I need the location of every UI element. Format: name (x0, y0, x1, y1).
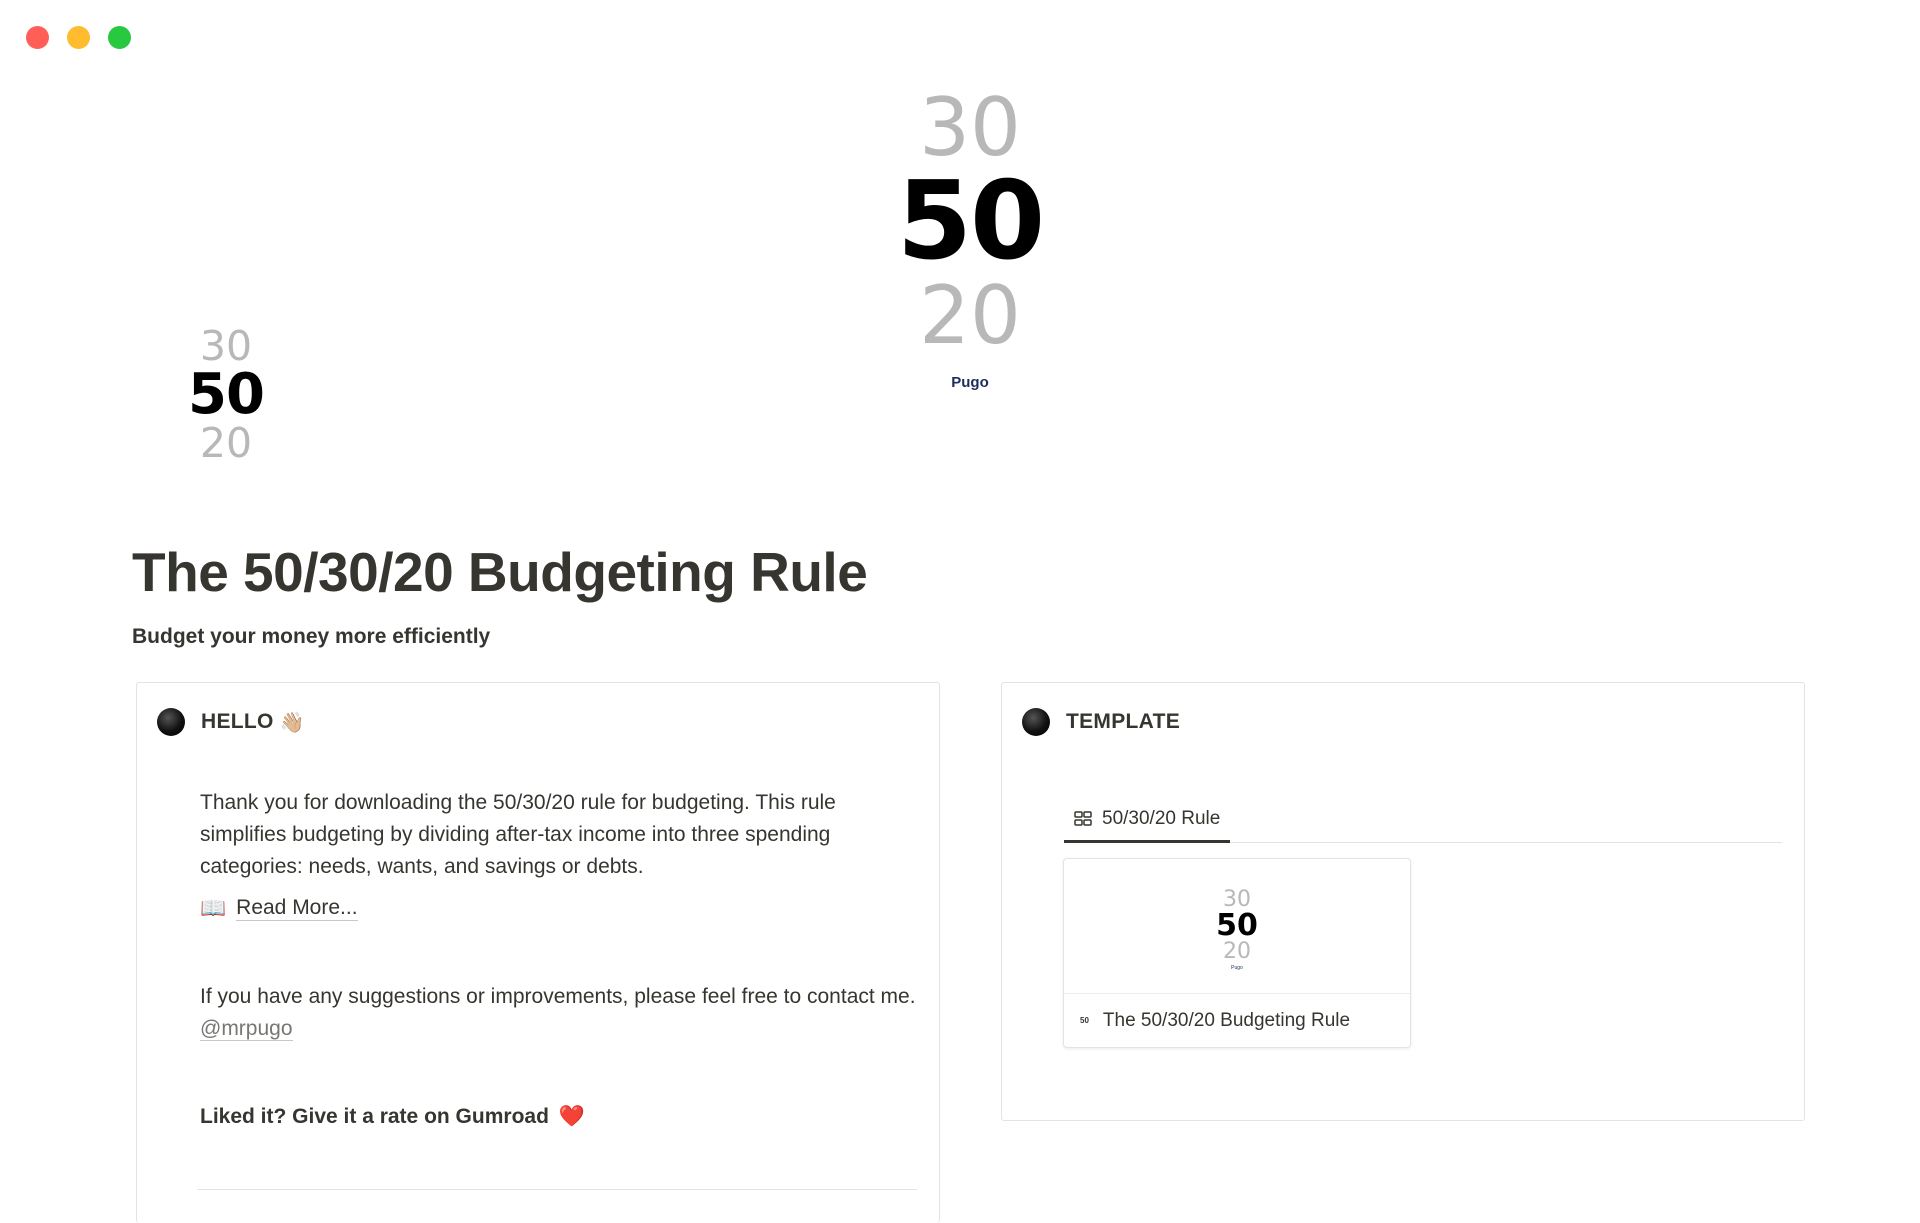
cover-number-30: 30 (919, 81, 1021, 174)
waving-hand-icon: 👋🏼 (279, 711, 305, 734)
gallery-card-footer (1064, 994, 1410, 1047)
template-callout (1001, 682, 1805, 1121)
gallery-card-preview (1064, 859, 1410, 994)
hello-title: HELLO (201, 710, 274, 733)
rate-paragraph (200, 1101, 920, 1133)
card-brand: Pugo (1231, 965, 1243, 971)
icon-number-20: 20 (199, 419, 253, 467)
icon-number-30: 30 (199, 322, 253, 370)
page-mini-icon: 50 (1080, 1016, 1089, 1025)
cover-number-50: 50 (896, 159, 1044, 284)
tab-50-30-20-rule[interactable] (1064, 797, 1230, 843)
divider (197, 1189, 917, 1190)
contact-paragraph (200, 981, 920, 1045)
cover-image (870, 81, 1070, 391)
close-window-button[interactable] (26, 26, 49, 49)
maximize-window-button[interactable] (108, 26, 131, 49)
black-circle-icon (1022, 708, 1050, 736)
tab-label: 50/30/20 Rule (1102, 807, 1221, 829)
icon-number-50: 50 (188, 362, 264, 427)
hello-callout (136, 682, 940, 1223)
page-icon[interactable] (186, 322, 266, 467)
page-subtitle: Budget your money more efficiently (132, 625, 491, 648)
contact-text: If you have any suggestions or improvements, please feel free to contact me. (200, 985, 916, 1008)
mention-link[interactable]: @mrpugo (200, 1017, 293, 1040)
book-icon: 📖 (200, 896, 227, 920)
card-number-50: 50 (1216, 908, 1258, 943)
template-title: TEMPLATE (1066, 710, 1181, 733)
gallery-card-title: The 50/30/20 Budgeting Rule (1102, 1009, 1351, 1031)
page-title[interactable]: The 50/30/20 Budgeting Rule (132, 541, 868, 603)
minimize-window-button[interactable] (67, 26, 90, 49)
gallery-view-icon (1074, 810, 1092, 828)
cover-brand: Pugo (951, 374, 989, 391)
database-view-tabs (1064, 797, 1782, 843)
rate-text: Liked it? Give it a rate on Gumroad (200, 1105, 549, 1128)
cover-number-20: 20 (919, 269, 1021, 362)
card-cover-image (1212, 889, 1262, 971)
hello-header (157, 708, 305, 736)
read-more-label: Read More... (236, 896, 358, 919)
read-more-link[interactable] (200, 896, 358, 921)
gallery-card[interactable] (1063, 858, 1411, 1048)
template-header (1022, 708, 1180, 736)
window-controls (26, 26, 131, 49)
black-circle-icon (157, 708, 185, 736)
card-number-20: 20 (1223, 939, 1251, 964)
card-number-30: 30 (1223, 887, 1251, 912)
heart-icon: ❤️ (558, 1105, 585, 1128)
intro-paragraph: Thank you for downloading the 50/30/20 rule for budgeting. This rule simplifies budgeting by dividing after-tax income into three spending categories: needs, wants, and savings or debts. (200, 791, 836, 878)
